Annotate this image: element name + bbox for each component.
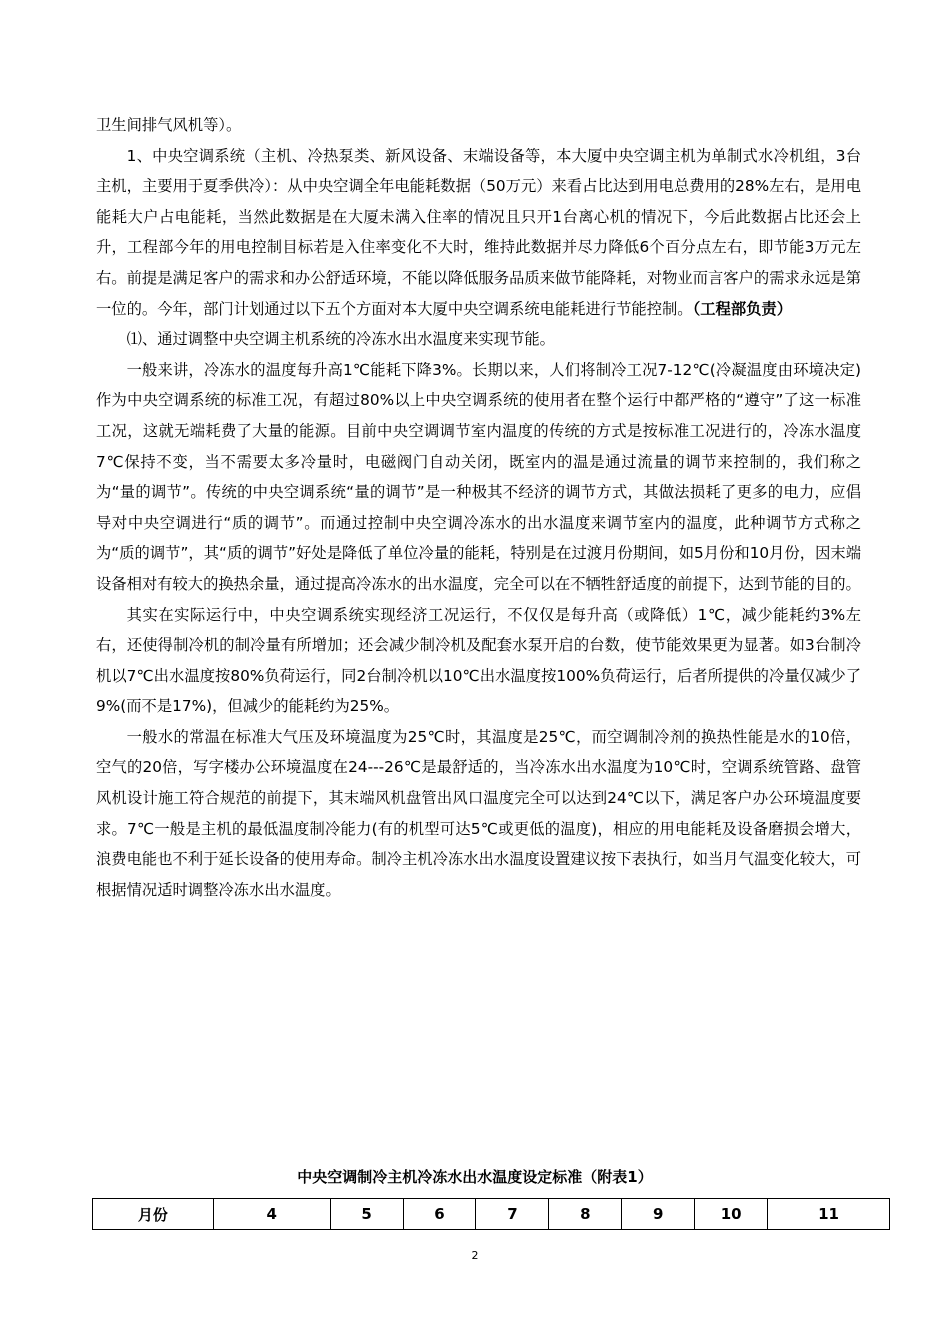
- header-cell-9: 9: [622, 1199, 695, 1230]
- temperature-standard-table: [92, 1198, 890, 1230]
- paragraph-3-text: ⑴、通过调整中央空调主机系统的冷冻水出水温度来实现节能。: [126, 330, 555, 349]
- header-cell-4: 4: [213, 1199, 330, 1230]
- paragraph-2-text: 1、中央空调系统（主机、冷热泵类、新风设备、末端设备等，本大厦中央空调主机为单制式水冷机组，3台主机，主要用于夏季供冷）：从中央空调全年电能耗数据（50万元）来看占比达到用电总费用的28%左右，是用电能耗大户占电能耗，当然此数据是在大厦未满入住率的情况且只开1台离心机的情况下，今后此数据占比还会上升，工程部今年的用电控制目标若是入住率变化不大时，维持此数据并尽力降低6个百分点左右，即节能3万元左右。前提是满足客户的需求和办公舒适环境，不能以降低服务品质来做节能降耗，对物业而言客户的需求永远是第一位的。今年，部门计划通过以下五个方面对本大厦中央空调系统电能耗进行节能控制。: [96, 146, 861, 318]
- header-cell-5: 5: [330, 1199, 403, 1230]
- paragraph-4-text: 一般来讲，冷冻水的温度每升高1℃能耗下降3%。长期以来，人们将制冷工况7-12℃(冷凝温度由环境决定)作为中央空调系统的标准工况，有超过80%以上中央空调系统的使用者在整个运行中都严格的“遵守”了这一标准工况，这就无端耗费了大量的能源。目前中央空调调节室内温度的传统的方式是按标准工况进行的，冷冻水温度7℃保持不变，当不需要太多冷量时，电磁阀门自动关闭，既室内的温是通过流量的调节来控制的，我们称之为“量的调节”。传统的中央空调系统“量的调节”是一种极其不经济的调节方式，其做法损耗了更多的电力，应倡导对中央空调进行“质的调节”。而通过控制中央空调冷冻水的出水温度来调节室内的温度，此种调节方式称之为“质的调节”，其“质的调节”好处是降低了单位冷量的能耗，特别是在过渡月份期间，如5月份和10月份，因末端设备相对有较大的换热余量，通过提高冷冻水的出水温度，完全可以在不牺牲舒适度的前提下，达到节能的目的。: [96, 360, 861, 593]
- header-cell-8: 8: [549, 1199, 622, 1230]
- paragraph-2: [96, 141, 861, 325]
- table-title: 中央空调制冷主机冷冻水出水温度设定标准（附表1）: [297, 1168, 653, 1186]
- header-cell-10: 10: [695, 1199, 768, 1230]
- header-cell-month: 月份: [93, 1199, 214, 1230]
- paragraph-1: [96, 110, 861, 141]
- paragraph-3: [96, 324, 861, 355]
- responsible-department-note: （工程部负责）: [692, 299, 793, 318]
- header-cell-11: 11: [768, 1199, 890, 1230]
- table-header-row: [93, 1199, 890, 1230]
- header-cell-7: 7: [476, 1199, 549, 1230]
- body-text: [96, 110, 861, 905]
- paragraph-5-text: 其实在实际运行中，中央空调系统实现经济工况运行，不仅仅是每升高（或降低）1℃，减少能耗约3%左右，还使得制冷机的制冷量有所增加；还会减少制冷机及配套水泵开启的台数，使节能效果更为显著。如3台制冷机以7℃出水温度按80%负荷运行，同2台制冷机以10℃出水温度按100%负荷运行，后者所提供的冷量仅减少了9%(而不是17%)，但减少的能耗约为25%。: [96, 605, 861, 716]
- paragraph-1-text: 卫生间排气风机等）。: [96, 116, 242, 134]
- paragraph-6: [96, 722, 861, 906]
- page-number: 2: [471, 1249, 479, 1262]
- paragraph-4: [96, 355, 861, 600]
- paragraph-5: [96, 600, 861, 722]
- paragraph-6-text: 一般水的常温在标准大气压及环境温度为25℃时，其温度是25℃，而空调制冷剂的换热性能是水的10倍，空气的20倍，写字楼办公环境温度在24---26℃是最舒适的，当冷冻水出水温度为10℃时，空调系统管路、盘管风机设计施工符合规范的前提下，其末端风机盘管出风口温度完全可以达到24℃以下，满足客户办公环境温度要求。7℃一般是主机的最低温度制冷能力(有的机型可达5℃或更低的温度)，相应的用电能耗及设备磨损会增大，浪费电能也不利于延长设备的使用寿命。制冷主机冷冻水出水温度设置建议按下表执行，如当月气温变化较大，可根据情况适时调整冷冻水出水温度。: [96, 727, 861, 899]
- header-cell-6: 6: [403, 1199, 476, 1230]
